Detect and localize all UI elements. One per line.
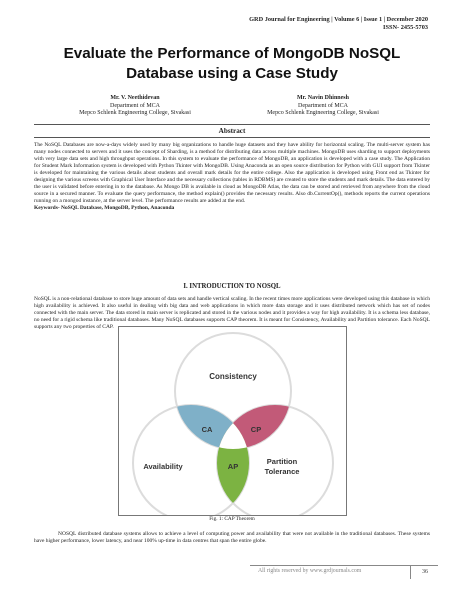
author-1-dept: Department of MCA	[110, 102, 160, 109]
author-2	[228, 95, 418, 118]
abstract-text: The NoSQL Databases are now-a-days widely used by many big organizations to handle huge datasets and they have ability for horizontal scaling. The multi-server system has many nodes connected to servers and it uses the concept of Sharding, is a method for distributing data across multiple machines. MongoDB uses sharding to support deployments with very large data sets and high throughput operations. In this system to evaluate the performance of MongoDB, an application is developed with a case study. The Application for Student Mark Information system is developed with Python Tkinter with MongoDB. Using Anaconda as an open source distribution for Python with GUI support from Tkinter is developed for maintaining the various details about students and overall mark details for the entire college. Also the application is developed using Front end as Tkinter for designing the various screens with Graphical User Interface and the necessary collections (tables in RDBMS) are created to store the students and mark details. The data entered by the user is validated before entering in to the database. As Mongo DB is available in cloud as MongoDB Atlas, the data can be stored and retrieved from anywhere from the cloud source in a secured manner. To evaluate the query performance, the method explain() provides the necessary results. Also db.CurrentOp(), methods reports the current operations running on a mongod instance, at the server level. The performance results are added at the end.	[34, 142, 430, 205]
availability-label: Availability	[143, 462, 183, 471]
intro-paragraph: NoSQL is a non-relational database to store huge amount of data sets and handle vertical scaling. In the recent times more applications were developed using this database in which high availability is achieved. It also useful in dealing with big data and web applications in which more data storage and it uses distributed network which has set of nodes connected with the main server. The data stored in main server is replicated and stored in the various nodes and it provides a way for high availability. It is a schema less database, no need for a rigid schema like traditional databases. Many NoSQL databases supports CAP theorem. It is meant for Consistency, Availability and Partition tolerance. Each NoSQL supports any two properties of CAP.	[34, 296, 430, 331]
ca-label: CA	[201, 425, 213, 434]
ap-label: AP	[227, 462, 239, 471]
author-2-affiliation: Mepco Schlenk Engineering College, Sivakasi	[267, 110, 379, 117]
cap-venn-diagram	[119, 327, 346, 515]
footer-copyright: All rights reserved by www.grdjournals.com	[258, 568, 362, 574]
figure-caption: Fig. 1: CAP Theorem	[209, 516, 255, 522]
journal-line-2: ISSN- 2455-5703	[383, 24, 428, 31]
journal-line-1: GRD Journal for Engineering | Volume 6 | Issue 1 | December 2020	[249, 16, 428, 23]
title-line-1: Evaluate the Performance of MongoDB NoSQL	[63, 45, 401, 62]
paper-title	[20, 44, 444, 84]
abstract-body	[34, 142, 430, 212]
author-1-name: Mr. V. Neethidevan	[110, 95, 160, 101]
author-1-affiliation: Mepco Schlenk Engineering College, Sivakasi	[79, 110, 191, 117]
author-2-dept: Department of MCA	[298, 102, 348, 109]
title-line-2: Database using a Case Study	[126, 65, 338, 82]
partition-label-1: Partition	[266, 457, 298, 466]
abstract-heading: Abstract	[34, 124, 430, 138]
cap-theorem-figure	[118, 326, 347, 516]
partition-label-2: Tolerance	[264, 467, 300, 476]
page-number: 36	[410, 565, 439, 579]
section-heading: I. INTRODUCTION TO NOSQL	[183, 283, 281, 290]
post-figure-paragraph: NOSQL distributed database systems allows to achieve a level of computing power and availability that were not available in the traditional databases. These systems have higher performance, lower latency, and near 100% up-time in data centres that span the entire globe.	[34, 531, 430, 545]
keywords: Keywords- NoSQL Database, MongoDB, Python, Anaconda	[34, 205, 175, 212]
cp-label: CP	[250, 425, 262, 434]
author-2-name: Mr. Navin Dhinnesh	[297, 95, 349, 101]
journal-header	[249, 16, 428, 32]
author-1	[40, 95, 230, 118]
consistency-label: Consistency	[209, 372, 257, 381]
